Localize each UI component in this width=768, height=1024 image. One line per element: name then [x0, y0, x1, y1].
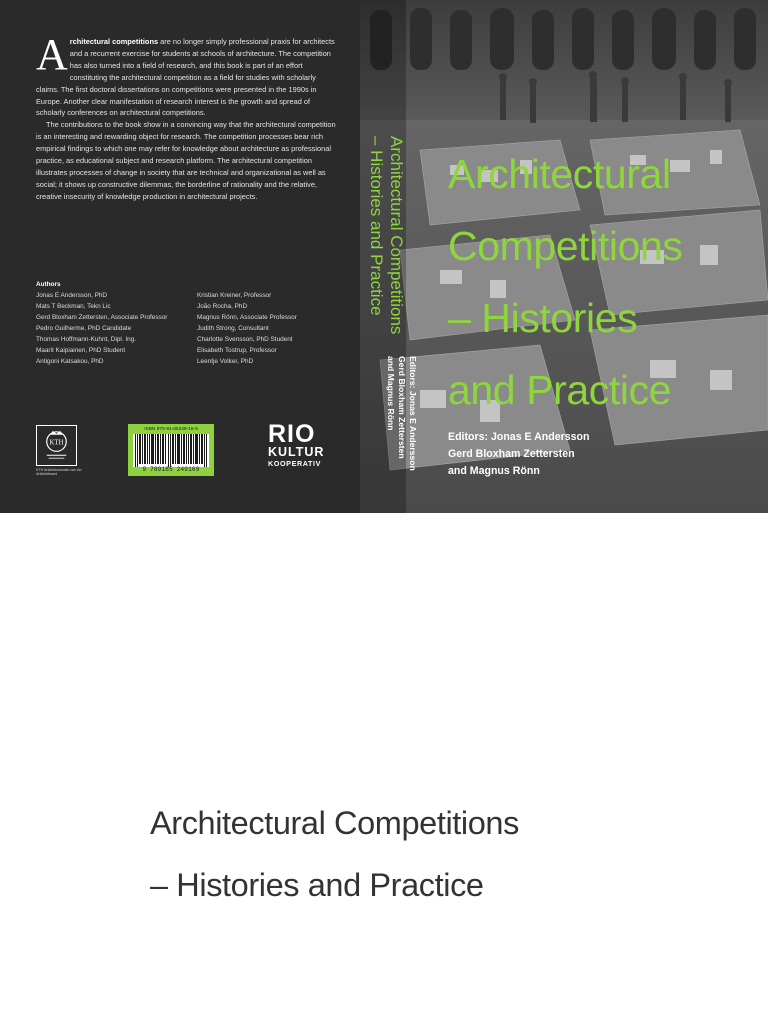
author-item: Charlotte Svensson, PhD Student [197, 336, 293, 343]
author-item: Elisabeth Tostrup, Professor [197, 347, 277, 354]
author-item: Pedro Guilherme, PhD Candidate [36, 325, 132, 332]
author-item: Kristian Kreiner, Professor [197, 292, 272, 299]
publisher-logo [268, 422, 324, 468]
front-cover-editors [448, 429, 589, 480]
spine-editors-line-1: Editors: Jonas E Andersson [408, 356, 418, 471]
spine-editors [385, 356, 418, 513]
spine-editors-line-3: and Magnus Rönn [386, 356, 396, 431]
publisher-line-1: RIO [268, 420, 316, 448]
front-title-line-3: – Histories [448, 295, 638, 341]
publisher-line-2: KULTUR [268, 445, 325, 459]
kth-logo-text: KTH [49, 439, 64, 447]
front-editors-line-2: Gerd Bloxham Zettersten [448, 448, 575, 460]
kth-crest-icon [37, 426, 76, 465]
author-item: Gerd Bloxham Zettersten, Associate Professor [36, 314, 168, 321]
title-page-line-2: – Histories and Practice [150, 867, 484, 903]
author-item: João Rocha, PhD [197, 303, 248, 310]
isbn-barcode [128, 424, 214, 476]
author-item: Judith Strong, Consultant [197, 325, 269, 332]
kth-note: KTH Arkitekturskolan och Ab Arkitektbrand [36, 468, 82, 477]
front-cover-title [448, 138, 682, 426]
author-item: Jonas E Andersson, PhD [36, 292, 108, 299]
author-item: Mats T Beckman, Tekn Lic [36, 303, 111, 310]
kth-logo [36, 425, 77, 466]
blurb-paragraph-1 [36, 30, 336, 119]
spine-title-line-1: Architectural Competitions [387, 136, 406, 335]
back-cover [0, 0, 360, 513]
blurb-lead: rchitectural competitions [69, 37, 159, 46]
front-editors-line-3: and Magnus Rönn [448, 465, 540, 477]
author-item: Leentje Volker, PhD [197, 358, 254, 365]
author-item: Antigoni Katsakou, PhD [36, 358, 104, 365]
authors-list-left [36, 290, 167, 367]
drop-cap: A [36, 30, 68, 79]
author-item: Maarit Kaipiainen, PhD Student [36, 347, 126, 354]
front-editors-line-1: Editors: Jonas E Andersson [448, 431, 590, 443]
barcode-digits: 9 789185 249169 [142, 466, 200, 473]
barcode-icon [133, 434, 209, 467]
author-item: Magnus Rönn, Associate Professor [197, 314, 297, 321]
spine [366, 136, 418, 476]
front-title-line-1: Architectural [448, 151, 671, 197]
front-title-line-2: Competitions [448, 223, 683, 269]
blurb-paragraph-1-text: are no longer simply professional praxis for architects and a recurrent exercise for students at schools of architecture. The competition has also turned into a field of research, and this book is part of an effort constituting the architectural competition as a field for studies with scholarly claims. The first doctoral dissertations on competitions were presented in the 1990s in Europe. Another clear manifestation of research interest is the growth and spread of scholarly conferences on architectural competitions. [36, 37, 335, 118]
blurb-paragraph-2: The contributions to the book show in a convincing way that the architectural competition is an interesting and rewarding object for research. The competition processes bear rich empirical findings to which one may refer for knowledge about architecture as professional practice, as educational subject and research platform. The architectural competition illustrates processes of change in society that are technical and organizational as well as social; it shows up constructive dilemmas, the borderline of rationality and the relative, creative insecurity of knowledge production in architectural projects. [36, 120, 336, 201]
spine-title-line-2: – Histories and Practice [367, 136, 386, 316]
front-title-line-4: and Practice [448, 367, 672, 413]
isbn-text: ISBN 978-91-85249-16-9 [144, 427, 198, 432]
spine-editors-line-2: Gerd Bloxham Zettersten [397, 356, 407, 459]
publisher-line-3: KOOPERATIV [268, 459, 321, 468]
author-item: Thomas Hoffmann-Kuhnt, Dipl. Ing. [36, 336, 137, 343]
back-cover-blurb [36, 30, 336, 203]
title-page-heading [150, 792, 519, 916]
title-page-line-1: Architectural Competitions [150, 805, 519, 841]
authors-heading: Authors [36, 281, 61, 288]
authors-list-right [197, 290, 297, 367]
